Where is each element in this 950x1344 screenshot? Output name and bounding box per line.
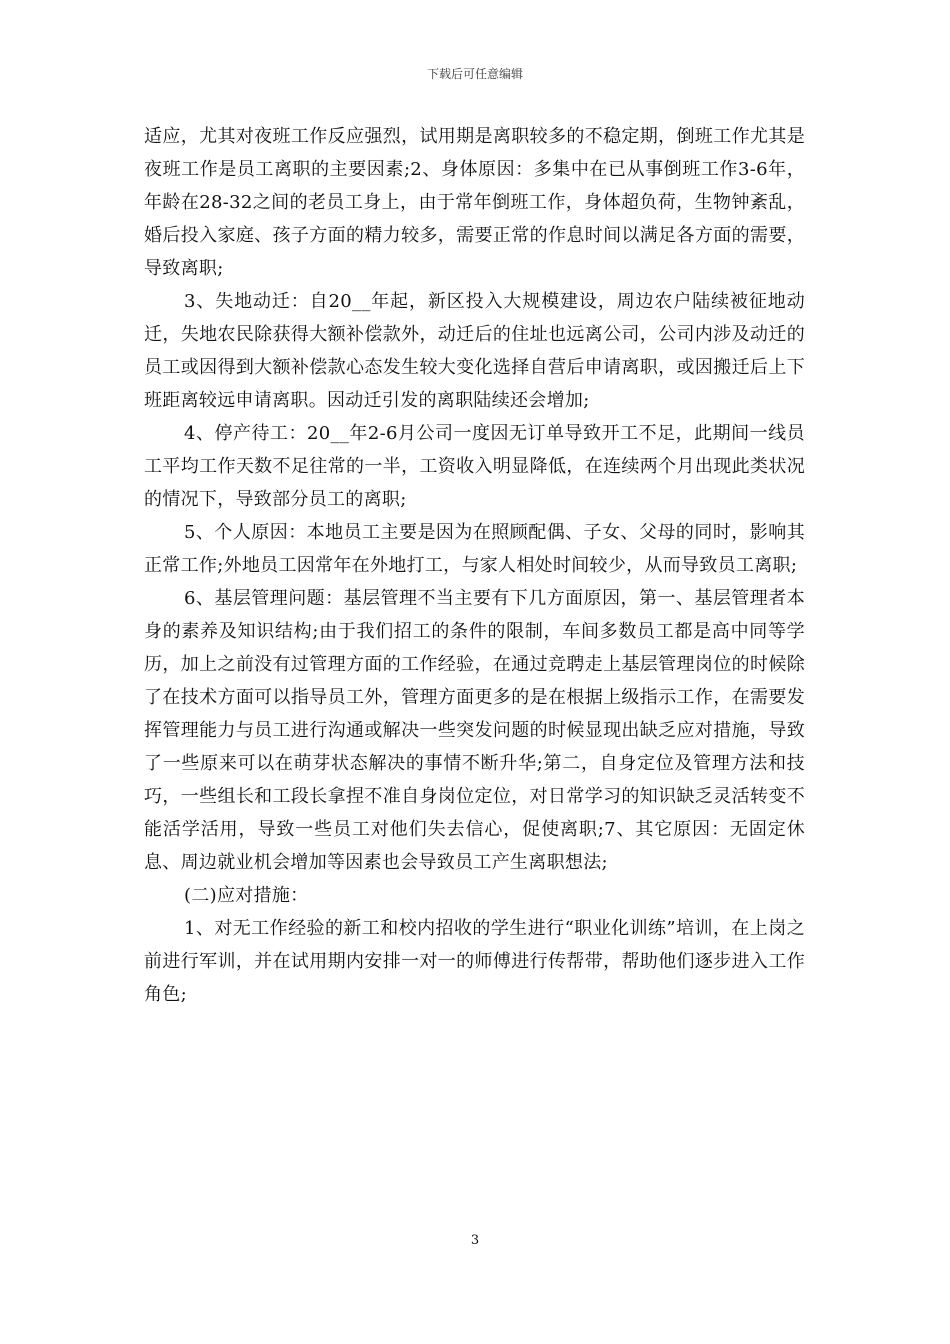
document-body [144, 120, 805, 1011]
paragraph-production-halt: 4、停产待工：20__年2-6月公司一度因无订单导致开工不足，此期间一线员工平均工作天数不足往常的一半，工资收入明显降低，在连续两个月出现此类状况的情况下，导致部分员工的离职; [144, 423, 805, 510]
paragraph-continuation: 适应，尤其对夜班工作反应强烈，试用期是离职较多的不稳定期，倒班工作尤其是夜班工作是员工离职的主要因素;2、身体原因：多集中在已从事倒班工作3-6年，年龄在28-32之间的老员工身上，由于常年倒班工作，身体超负荷，生物钟紊乱，婚后投入家庭、孩子方面的精力较多，需要正常的作息时间以满足各方面的需要，导致离职; [144, 126, 805, 279]
section-heading-countermeasures: (二)应对措施： [184, 885, 309, 906]
page-header: 下载后可任意编辑 [426, 67, 523, 81]
paragraph-personal-reasons: 5、个人原因：本地员工主要是因为在照顾配偶、子女、父母的同时，影响其正常工作;外地员工因常年在外地打工，与家人相处时间较少，从而导致员工离职; [144, 522, 805, 576]
paragraph-relocation: 3、失地动迁：自20__年起，新区投入大规模建设，周边农户陆续被征地动迁，失地农民除获得大额补偿款外，动迁后的住址也远离公司，公司内涉及动迁的员工或因得到大额补偿款心态发生较大变化选择自营后申请离职，或因搬迁后上下班距离较远申请离职。因动迁引发的离职陆续还会增加; [144, 291, 805, 411]
paragraph-training-measure: 1、对无工作经验的新工和校内招收的学生进行“职业化训练”培训，在上岗之前进行军训，并在试用期内安排一对一的师傅进行传帮带，帮助他们逐步进入工作角色; [144, 918, 805, 1005]
paragraph-management-issues: 6、基层管理问题：基层管理不当主要有下几方面原因，第一、基层管理者本身的素养及知识结构;由于我们招工的条件的限制，车间多数员工都是高中同等学历，加上之前没有过管理方面的工作经验，在通过竞聘走上基层管理岗位的时候除了在技术方面可以指导员工外，管理方面更多的是在根据上级指示工作，在需要发挥管理能力与员工进行沟通或解决一些突发问题的时候显现出缺乏应对措施，导致了一些原来可以在萌芽状态解决的事情不断升华;第二，自身定位及管理方法和技巧，一些组长和工段长拿捏不准自身岗位定位，对日常学习的知识缺乏灵活转变不能活学活用，导致一些员工对他们失去信心，促使离职;7、其它原因：无固定休息、周边就业机会增加等因素也会导致员工产生离职想法; [144, 588, 805, 873]
page-number: 3 [470, 1233, 480, 1248]
